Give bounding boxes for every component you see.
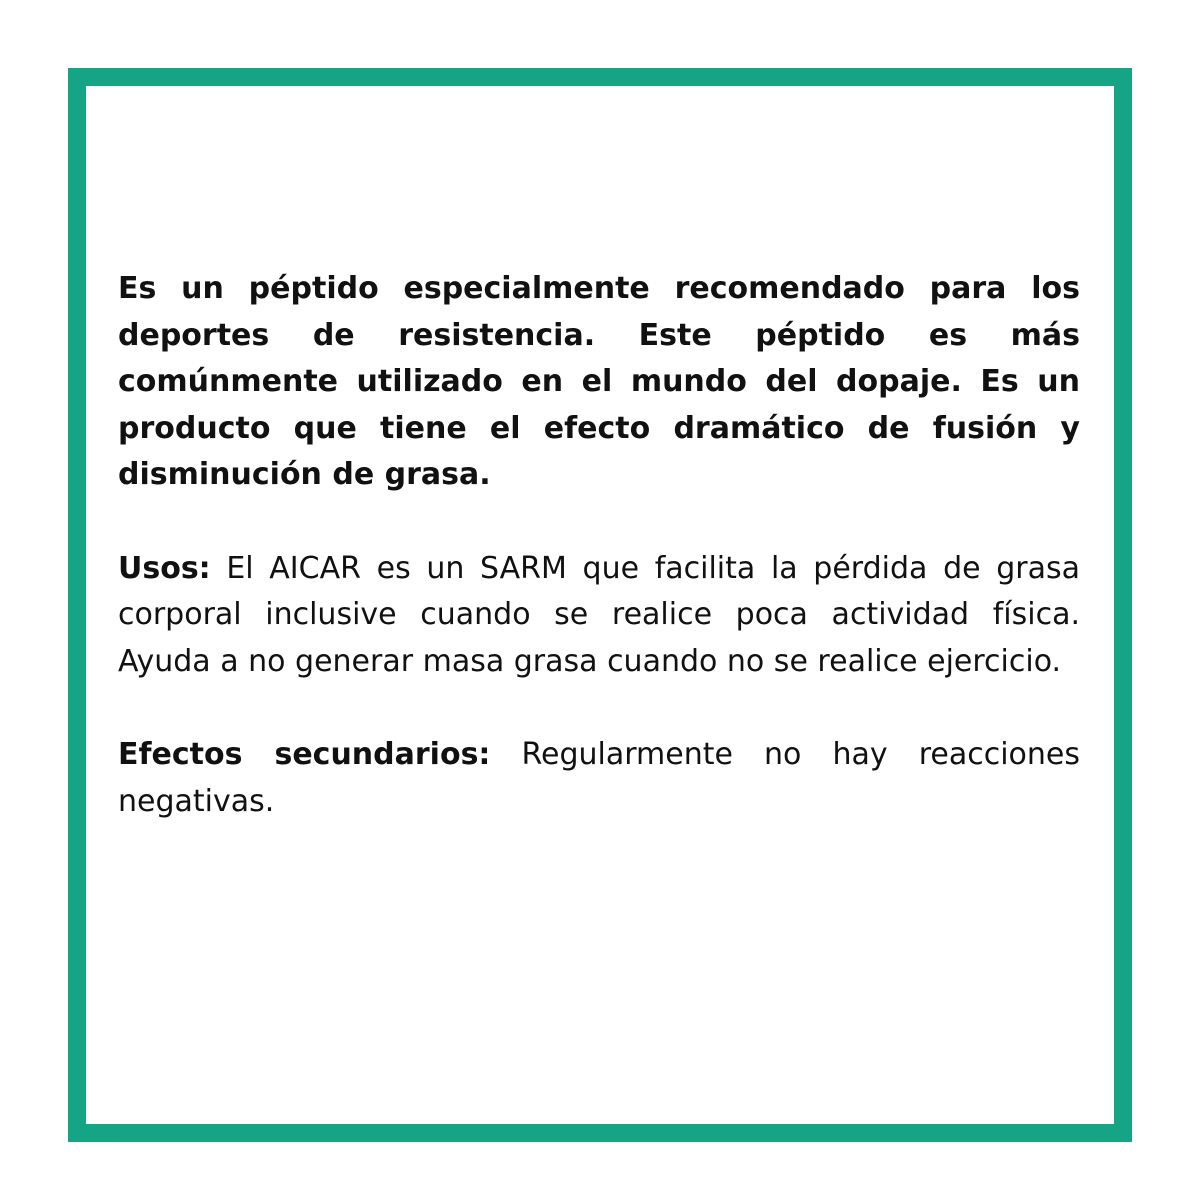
uses-text: El AICAR es un SARM que facilita la pérdida de grasa corporal inclusive cuando se realice poca actividad física. Ayuda a no generar masa grasa cuando no se realice ejercicio. <box>118 550 1080 679</box>
product-description <box>118 266 1080 825</box>
paragraph-spacer <box>118 499 1080 546</box>
side-effects-text: Regularmente no hay reacciones negativas. <box>118 737 1080 819</box>
intro-paragraph: Es un péptido especialmente recomendado para los deportes de resistencia. Este péptido es más comúnmente utilizado en el mundo del dopaje. Es un producto que tiene el efecto dramático de fusión y disminución de grasa. <box>118 271 1080 492</box>
uses-label: Usos: <box>118 550 211 586</box>
side-effects-paragraph <box>118 732 1080 825</box>
side-effects-label: Efectos secundarios: <box>118 737 491 772</box>
uses-paragraph <box>118 546 1080 686</box>
paragraph-spacer <box>118 685 1080 732</box>
